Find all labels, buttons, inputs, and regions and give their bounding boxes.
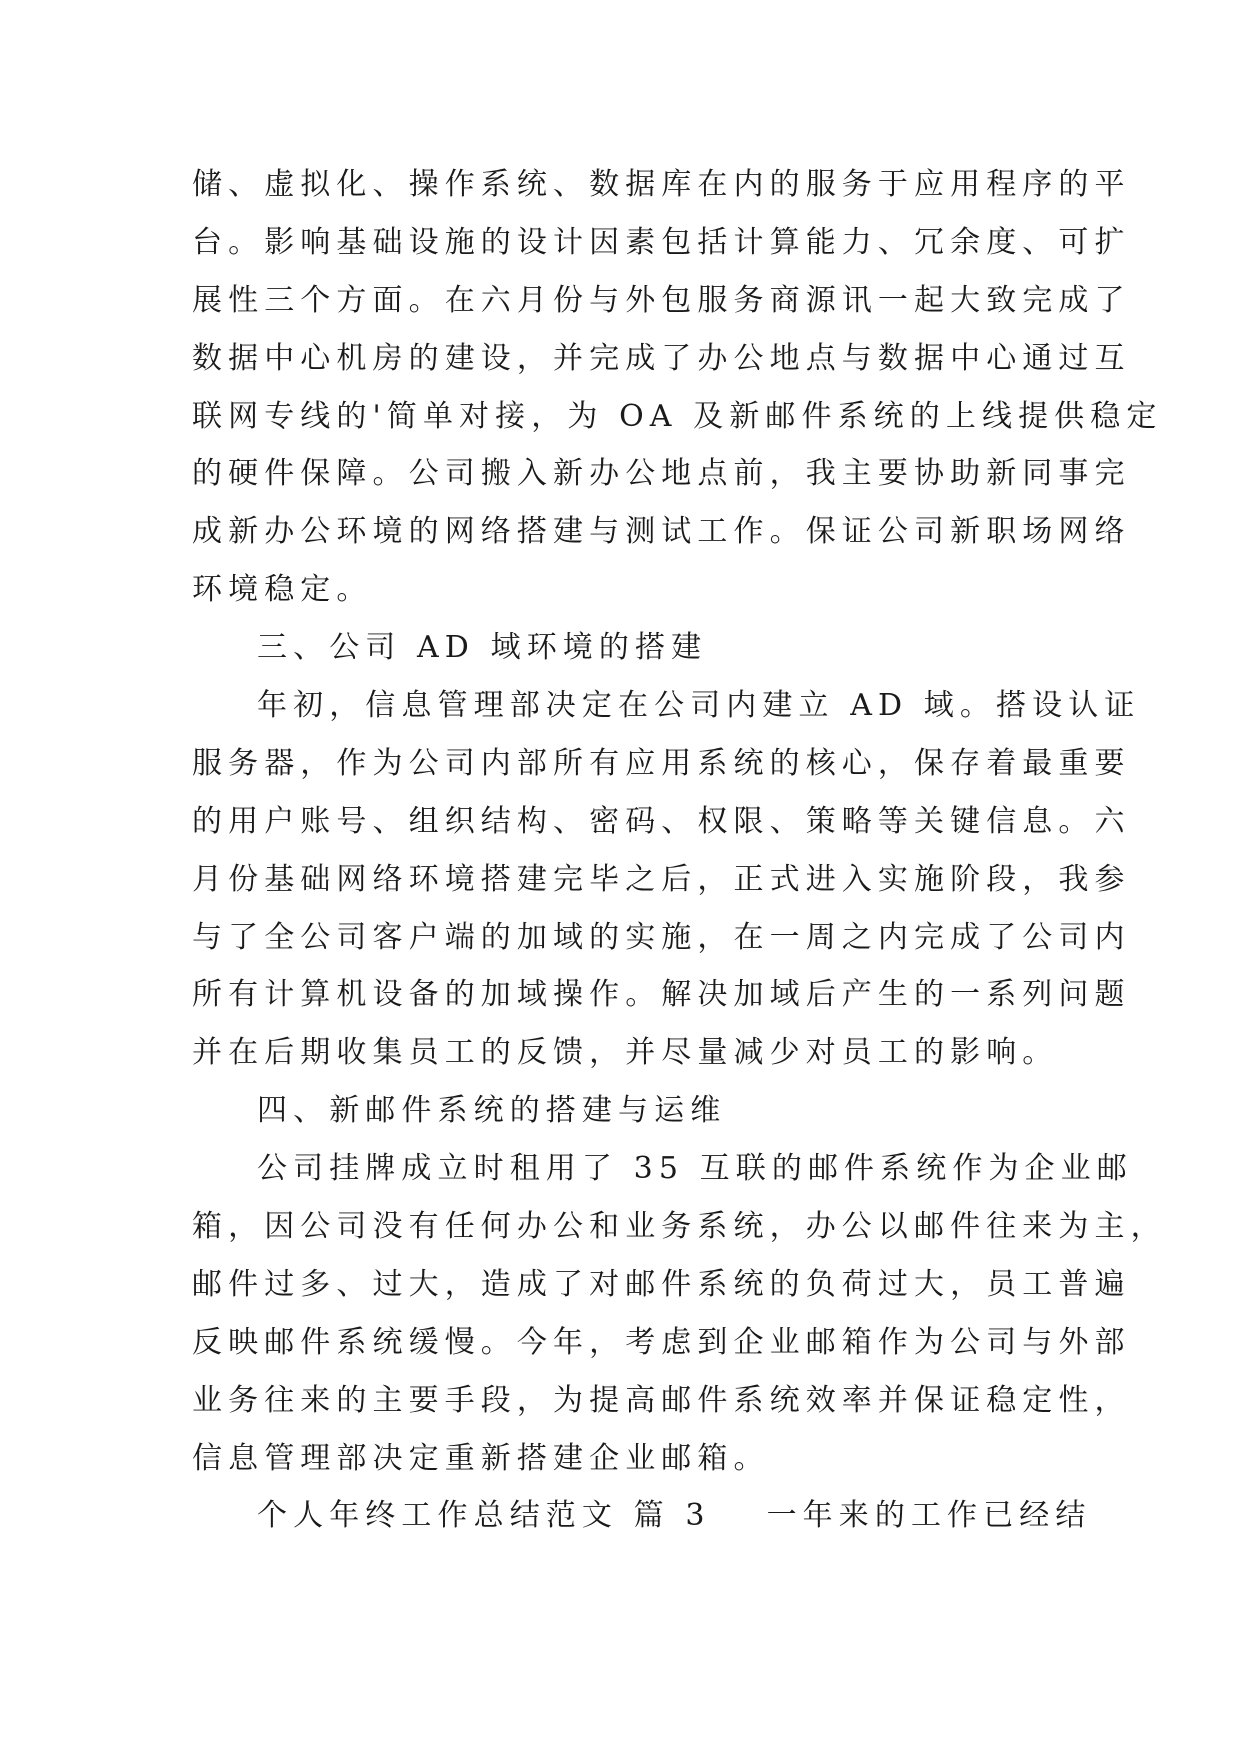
paragraph-line: 年初，信息管理部决定在公司内建立 AD 域。搭设认证 — [257, 688, 1141, 724]
paragraph-line: 箱，因公司没有任何办公和业务系统，办公以邮件往来为主， — [192, 1209, 1167, 1245]
paragraph-line: 数据中心机房的建设，并完成了办公地点与数据中心通过互 — [192, 340, 1131, 376]
paragraph-line: 台。影响基础设施的设计因素包括计算能力、冗余度、可扩 — [192, 224, 1131, 260]
document-body — [192, 156, 1167, 1545]
paragraph-line: 反映邮件系统缓慢。今年，考虑到企业邮箱作为公司与外部 — [192, 1324, 1131, 1360]
section-heading-4: 四、新邮件系统的搭建与运维 — [257, 1093, 727, 1129]
paragraph-line: 服务器，作为公司内部所有应用系统的核心，保存着最重要 — [192, 745, 1131, 781]
paragraph-line: 业务往来的主要手段，为提高邮件系统效率并保证稳定性， — [192, 1382, 1131, 1418]
next-section-line — [192, 1487, 1092, 1545]
paragraph-line: 成新办公环境的网络搭建与测试工作。保证公司新职场网络 — [192, 514, 1131, 550]
paragraph-line: 与了全公司客户端的加域的实施，在一周之内完成了公司内 — [192, 919, 1131, 955]
paragraph-line: 环境稳定。 — [192, 572, 373, 608]
paragraph-line: 邮件过多、过大，造成了对邮件系统的负荷过大，员工普遍 — [192, 1266, 1131, 1302]
paragraph-line: 展性三个方面。在六月份与外包服务商源讯一起大致完成了 — [192, 282, 1131, 318]
paragraph-line: 所有计算机设备的加域操作。解决加域后产生的一系列问题 — [192, 977, 1131, 1013]
paragraph-line: 月份基础网络环境搭建完毕之后，正式进入实施阶段，我参 — [192, 861, 1131, 897]
paragraph-line: 储、虚拟化、操作系统、数据库在内的服务于应用程序的平 — [192, 167, 1131, 202]
next-section-text: 一年来的工作已经结 — [766, 1498, 1092, 1534]
paragraph-line: 并在后期收集员工的反馈，并尽量减少对员工的影响。 — [192, 1035, 1059, 1071]
paragraph-line: 的硬件保障。公司搬入新办公地点前，我主要协助新同事完 — [192, 456, 1131, 492]
paragraph-line: 公司挂牌成立时租用了 35 互联的邮件系统作为企业邮 — [257, 1151, 1133, 1187]
section-heading-3: 三、公司 AD 域环境的搭建 — [257, 630, 708, 666]
paragraph-line: 联网专线的'简单对接，为 OA 及新邮件系统的上线提供稳定 — [192, 398, 1163, 434]
paragraph-line: 信息管理部决定重新搭建企业邮箱。 — [192, 1440, 770, 1476]
paragraph-line: 的用户账号、组织结构、密码、权限、策略等关键信息。六 — [192, 803, 1131, 839]
next-section-title: 个人年终工作总结范文 篇 3 — [257, 1498, 711, 1534]
